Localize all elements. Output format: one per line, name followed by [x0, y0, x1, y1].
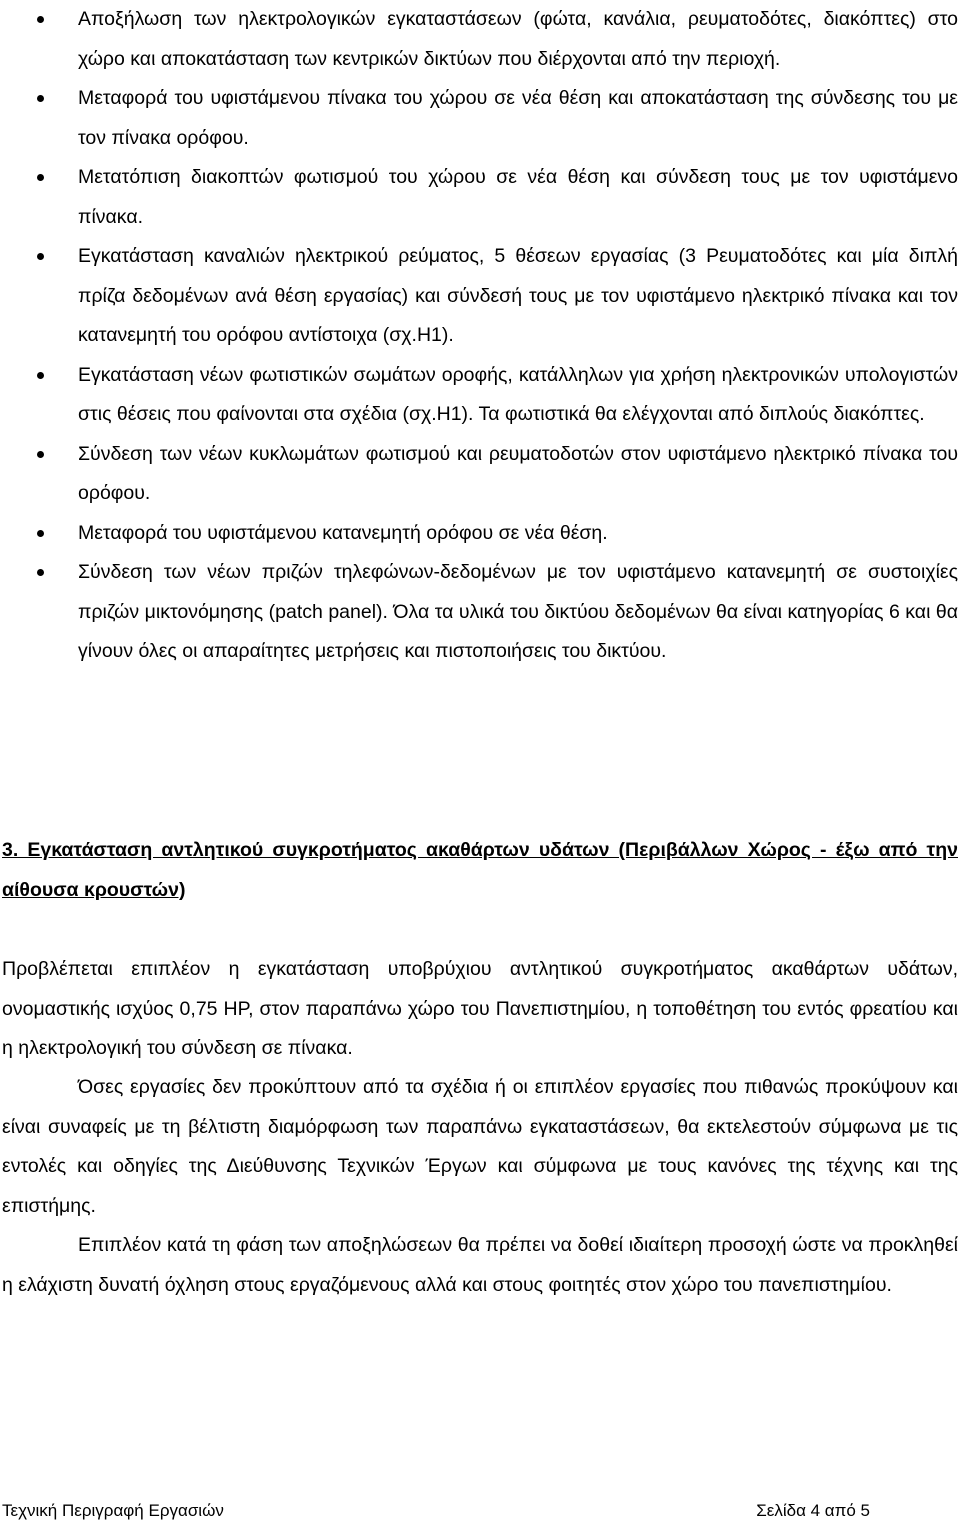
page-footer	[2, 1500, 870, 1522]
bullet-item	[0, 514, 960, 554]
bullet-dot-icon	[37, 530, 44, 537]
page-number: Σελίδα 4 από 5	[756, 1501, 870, 1520]
paragraph: Επιπλέον κατά τη φάση των αποξηλώσεων θα πρέπει να δοθεί ιδιαίτερη προσοχή ώστε να προκληθεί η ελάχιστη δυνατή όχληση στους εργαζόμενους αλλά και στους φοιτητές στον χώρο του πανεπιστημίου.	[2, 1234, 958, 1296]
bullet-text: Εγκατάσταση νέων φωτιστικών σωμάτων οροφής, κατάλληλων για χρήση ηλεκτρονικών υπολογιστών στις θέσεις που φαίνονται στα σχέδια (σχ.Η1). Τα φωτιστικά θα ελέγχονται από διπλούς διακόπτες.	[78, 363, 958, 425]
bullet-item	[0, 237, 960, 356]
paragraph: Προβλέπεται επιπλέον η εγκατάσταση υποβρύχιου αντλητικού συγκροτήματος ακαθάρτων υδάτων, ονομαστικής ισχύος 0,75 HP, στον παραπάνω χώρο του Πανεπιστημίου, η τοποθέτηση του εντός φρεατίου και η ηλεκτρολογική του σύνδεση σε πίνακα.	[2, 958, 958, 1059]
bullet-item	[0, 0, 960, 79]
bullet-item	[0, 435, 960, 514]
bullet-dot-icon	[37, 95, 44, 102]
footer-title: Τεχνική Περιγραφή Εργασιών	[2, 1501, 224, 1520]
bullet-text: Εγκατάσταση καναλιών ηλεκτρικού ρεύματος, 5 θέσεων εργασίας (3 Ρευματοδότες και μία διπλή πρίζα δεδομένων ανά θέση εργασίας) και σύνδεσή τους με τον υφιστάμενο ηλεκτρικό πίνακα και τον κατανεμητή του ορόφου αντίστοιχα (σχ.Η1).	[78, 245, 958, 346]
bullet-dot-icon	[37, 451, 44, 458]
bullet-list	[0, 0, 960, 672]
bullet-item	[0, 79, 960, 158]
bullet-text: Μεταφορά του υφιστάμενου κατανεμητή ορόφου σε νέα θέση.	[78, 521, 608, 544]
bullet-text: Σύνδεση των νέων πριζών τηλεφώνων-δεδομένων με τον υφιστάμενο κατανεμητή σε συστοιχίες πριζών μικτονόμησης (patch panel). Όλα τα υλικά του δικτύου δεδομένων θα είναι κατηγορίας 6 και θα γίνουν όλες οι απαραίτητες μετρήσεις και πιστοποιήσεις του δικτύου.	[78, 561, 958, 662]
bullet-text: Μετατόπιση διακοπτών φωτισμού του χώρου σε νέα θέση και σύνδεση τους με τον υφιστάμενο πίνακα.	[78, 166, 958, 228]
bullet-dot-icon	[37, 569, 44, 576]
bullet-dot-icon	[37, 174, 44, 181]
bullet-item	[0, 356, 960, 435]
section-heading: 3. Εγκατάσταση αντλητικού συγκροτήματος ακαθάρτων υδάτων (Περιβάλλων Χώρος - έξω από την αίθουσα κρουστών)	[2, 839, 958, 901]
bullet-dot-icon	[37, 253, 44, 260]
bullet-dot-icon	[37, 16, 44, 23]
bullet-text: Αποξήλωση των ηλεκτρολογικών εγκαταστάσεων (φώτα, κανάλια, ρευματοδότες, διακόπτες) στο χώρο και αποκατάσταση των κεντρικών δικτύων που διέρχονται από την περιοχή.	[78, 8, 958, 70]
paragraph: Όσες εργασίες δεν προκύπτουν από τα σχέδια ή οι επιπλέον εργασίες που πιθανώς προκύψουν και είναι συναφείς με τη βέλτιστη διαμόρφωση των παραπάνω εγκαταστάσεων, θα εκτελεστούν σύμφωνα με τις εντολές και οδηγίες της Διεύθυνσης Τεχνικών Έργων και σύμφωνα με τους κανόνες της τέχνης και της επιστήμης.	[2, 1076, 958, 1217]
bullet-dot-icon	[37, 372, 44, 379]
bullet-item	[0, 158, 960, 237]
bullet-text: Μεταφορά του υφιστάμενου πίνακα του χώρου σε νέα θέση και αποκατάσταση της σύνδεσης του με τον πίνακα ορόφου.	[78, 87, 958, 149]
bullet-item	[0, 553, 960, 672]
bullet-text: Σύνδεση των νέων κυκλωμάτων φωτισμού και ρευματοδοτών στον υφιστάμενο ηλεκτρικό πίνακα του ορόφου.	[78, 442, 958, 504]
